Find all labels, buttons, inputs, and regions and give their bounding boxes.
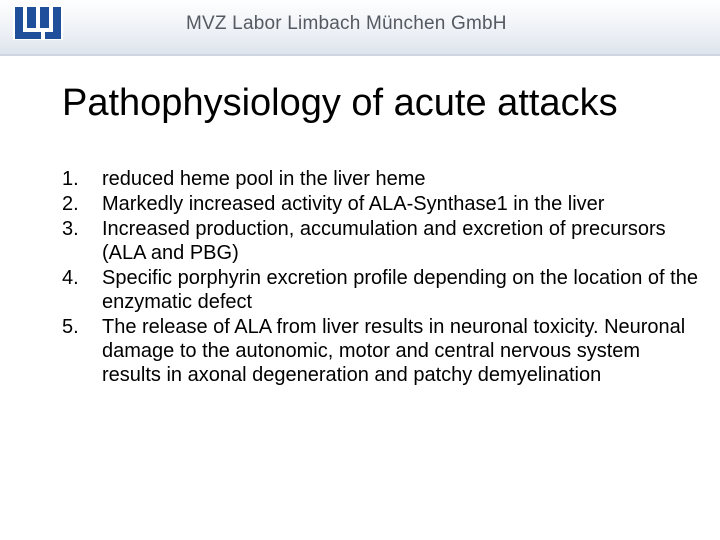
slide-header (0, 0, 720, 56)
list-item-number: 5. (62, 316, 79, 338)
numbered-list (62, 167, 702, 388)
list-item-text: reduced heme pool in the liver heme (102, 168, 426, 190)
list-item (62, 266, 702, 314)
list-item (62, 217, 702, 265)
list-item-number: 3. (62, 218, 79, 240)
slide-title: Pathophysiology of acute attacks (62, 82, 618, 124)
list-item (62, 167, 702, 191)
list-item-text: Markedly increased activity of ALA-Synthase1 in the liver (102, 193, 605, 215)
list-item-text: Specific porphyrin excretion profile depending on the location of the enzymatic defect (102, 267, 698, 313)
lab-building-logo-icon (13, 6, 63, 40)
company-name: MVZ Labor Limbach München GmbH (186, 13, 507, 34)
list-item (62, 315, 702, 387)
list-item-text: Increased production, accumulation and excretion of precursors (ALA and PBG) (102, 218, 666, 264)
list-item (62, 192, 702, 216)
list-item-number: 4. (62, 267, 79, 289)
list-item-number: 1. (62, 168, 79, 190)
list-item-number: 2. (62, 193, 79, 215)
list-item-text: The release of ALA from liver results in neuronal toxicity. Neuronal damage to the autonomic, motor and central nervous system results in axonal degeneration and patchy demyelination (102, 316, 686, 386)
header-divider (0, 54, 720, 56)
